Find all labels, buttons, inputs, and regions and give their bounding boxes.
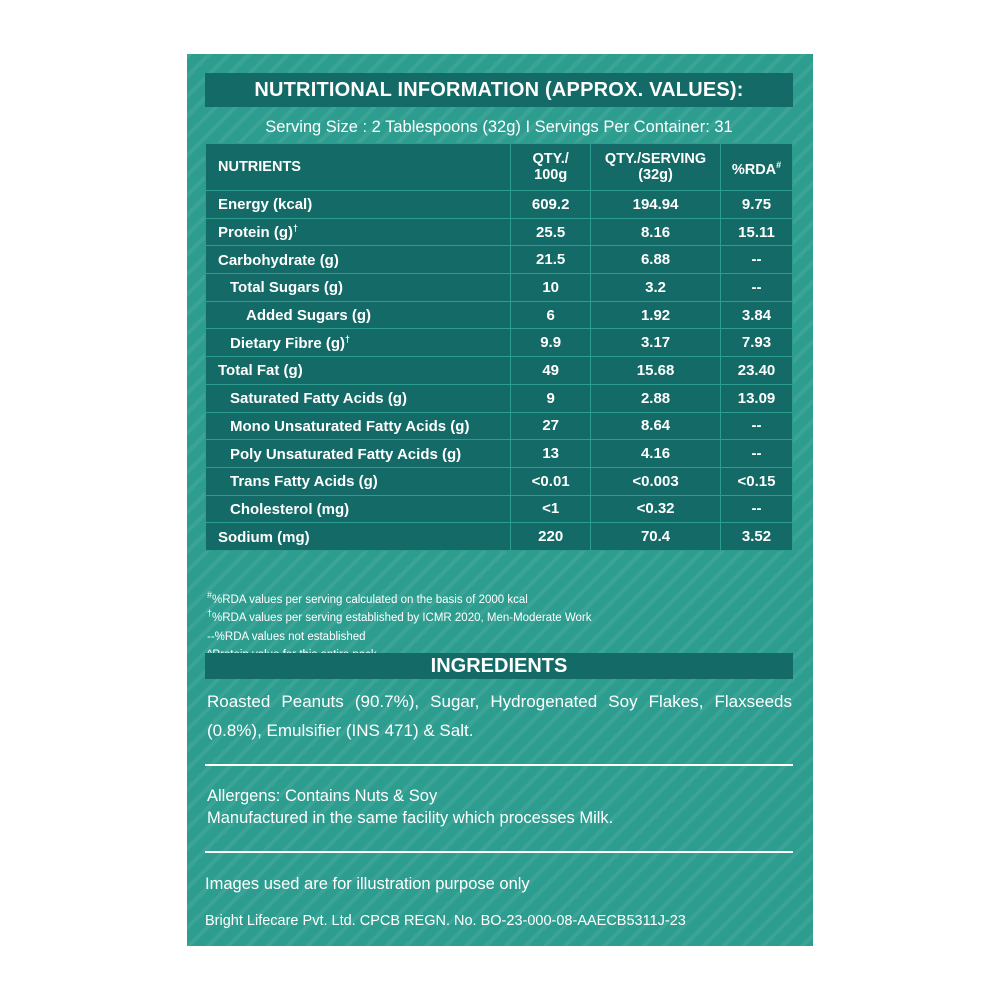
qty-100g: 21.5 (511, 246, 591, 274)
qty-serving: 3.2 (591, 274, 721, 302)
qty-serving: 4.16 (591, 440, 721, 468)
qty-serving: 1.92 (591, 301, 721, 329)
col-nutrients: NUTRIENTS (206, 144, 511, 191)
nutrient-name: Poly Unsaturated Fatty Acids (g) (206, 440, 511, 468)
rda-value: 3.52 (721, 523, 793, 551)
table-row (206, 357, 793, 385)
nutrient-name: Protein (g)† (206, 218, 511, 246)
divider (205, 764, 793, 766)
footnote: †%RDA values per serving established by ICMR 2020, Men-Moderate Work (207, 608, 592, 625)
allergen-line: Allergens: Contains Nuts & Soy (207, 787, 438, 805)
qty-serving: <0.32 (591, 495, 721, 523)
rda-value: 13.09 (721, 384, 793, 412)
table-row (206, 384, 793, 412)
nutrition-title: NUTRITIONAL INFORMATION (APPROX. VALUES): (254, 78, 744, 101)
rda-value: <0.15 (721, 467, 793, 495)
table-row (206, 495, 793, 523)
nutrient-name: Total Sugars (g) (206, 274, 511, 302)
rda-value: 15.11 (721, 218, 793, 246)
qty-100g: 9.9 (511, 329, 591, 357)
qty-100g: 6 (511, 301, 591, 329)
table-row (206, 412, 793, 440)
col-qty-serving-line2: (32g) (638, 167, 673, 183)
qty-serving: 8.16 (591, 218, 721, 246)
rda-value: -- (721, 495, 793, 523)
col-qty-serving (591, 144, 721, 191)
nutrient-name: Energy (kcal) (206, 191, 511, 219)
qty-100g: 9 (511, 384, 591, 412)
table-row (206, 523, 793, 551)
qty-serving: 70.4 (591, 523, 721, 551)
table-row (206, 440, 793, 468)
qty-serving: 15.68 (591, 357, 721, 385)
col-rda-label: %RDA (731, 161, 777, 178)
registration-number: Bright Lifecare Pvt. Ltd. CPCB REGN. No. BO-23-000-08-AAECB5311J-23 (205, 913, 686, 929)
footnote: --%RDA values not established (207, 630, 366, 643)
ingredients-text: Roasted Peanuts (90.7%), Sugar, Hydrogenated Soy Flakes, Flaxseeds (0.8%), Emulsifier (INS 471) & Salt. (207, 692, 792, 740)
col-qty-100g (511, 144, 591, 191)
table-row (206, 191, 793, 219)
qty-serving: 3.17 (591, 329, 721, 357)
image-disclaimer: Images used are for illustration purpose only (205, 875, 530, 893)
table-row (206, 301, 793, 329)
col-rda-mark: # (776, 159, 782, 170)
table-row (206, 329, 793, 357)
rda-value: 3.84 (721, 301, 793, 329)
col-rda (721, 144, 793, 191)
qty-100g: 27 (511, 412, 591, 440)
qty-serving: <0.003 (591, 467, 721, 495)
table-row (206, 467, 793, 495)
col-qty-100g-line2: 100g (534, 167, 568, 183)
table-row (206, 274, 793, 302)
nutrient-name: Carbohydrate (g) (206, 246, 511, 274)
qty-100g: <1 (511, 495, 591, 523)
qty-serving: 6.88 (591, 246, 721, 274)
qty-serving: 8.64 (591, 412, 721, 440)
rda-value: -- (721, 274, 793, 302)
table-row (206, 246, 793, 274)
facility-line: Manufactured in the same facility which processes Milk. (207, 809, 614, 827)
qty-serving: 2.88 (591, 384, 721, 412)
table-header-row (206, 144, 793, 191)
nutrient-name: Saturated Fatty Acids (g) (206, 384, 511, 412)
nutrition-label-panel (187, 54, 813, 946)
qty-100g: 49 (511, 357, 591, 385)
allergen-info (207, 785, 797, 829)
nutrient-name: Sodium (mg) (206, 523, 511, 551)
qty-100g: 10 (511, 274, 591, 302)
nutrient-name: Cholesterol (mg) (206, 495, 511, 523)
table-row (206, 218, 793, 246)
nutrition-header (205, 73, 793, 107)
serving-info: Serving Size : 2 Tablespoons (32g) I Servings Per Container: 31 (265, 117, 733, 136)
footnote: #%RDA values per serving calculated on the basis of 2000 kcal (207, 590, 528, 606)
qty-100g: 13 (511, 440, 591, 468)
ingredients-header (205, 653, 793, 679)
col-qty-serving-line1: QTY./SERVING (604, 151, 707, 167)
qty-100g: 25.5 (511, 218, 591, 246)
divider (205, 851, 793, 853)
nutrient-name: Trans Fatty Acids (g) (206, 467, 511, 495)
ingredients-title: INGREDIENTS (430, 654, 568, 677)
rda-value: -- (721, 440, 793, 468)
qty-serving: 194.94 (591, 191, 721, 219)
rda-value: 7.93 (721, 329, 793, 357)
rda-value: -- (721, 412, 793, 440)
footnotes (207, 589, 797, 662)
rda-value: 23.40 (721, 357, 793, 385)
nutrient-name: Dietary Fibre (g)† (206, 329, 511, 357)
nutrition-table (205, 143, 793, 551)
col-qty-100g-line1: QTY./ (532, 151, 569, 167)
nutrient-name: Added Sugars (g) (206, 301, 511, 329)
nutrient-name: Total Fat (g) (206, 357, 511, 385)
rda-value: -- (721, 246, 793, 274)
nutrient-name: Mono Unsaturated Fatty Acids (g) (206, 412, 511, 440)
qty-100g: <0.01 (511, 467, 591, 495)
rda-value: 9.75 (721, 191, 793, 219)
qty-100g: 220 (511, 523, 591, 551)
qty-100g: 609.2 (511, 191, 591, 219)
